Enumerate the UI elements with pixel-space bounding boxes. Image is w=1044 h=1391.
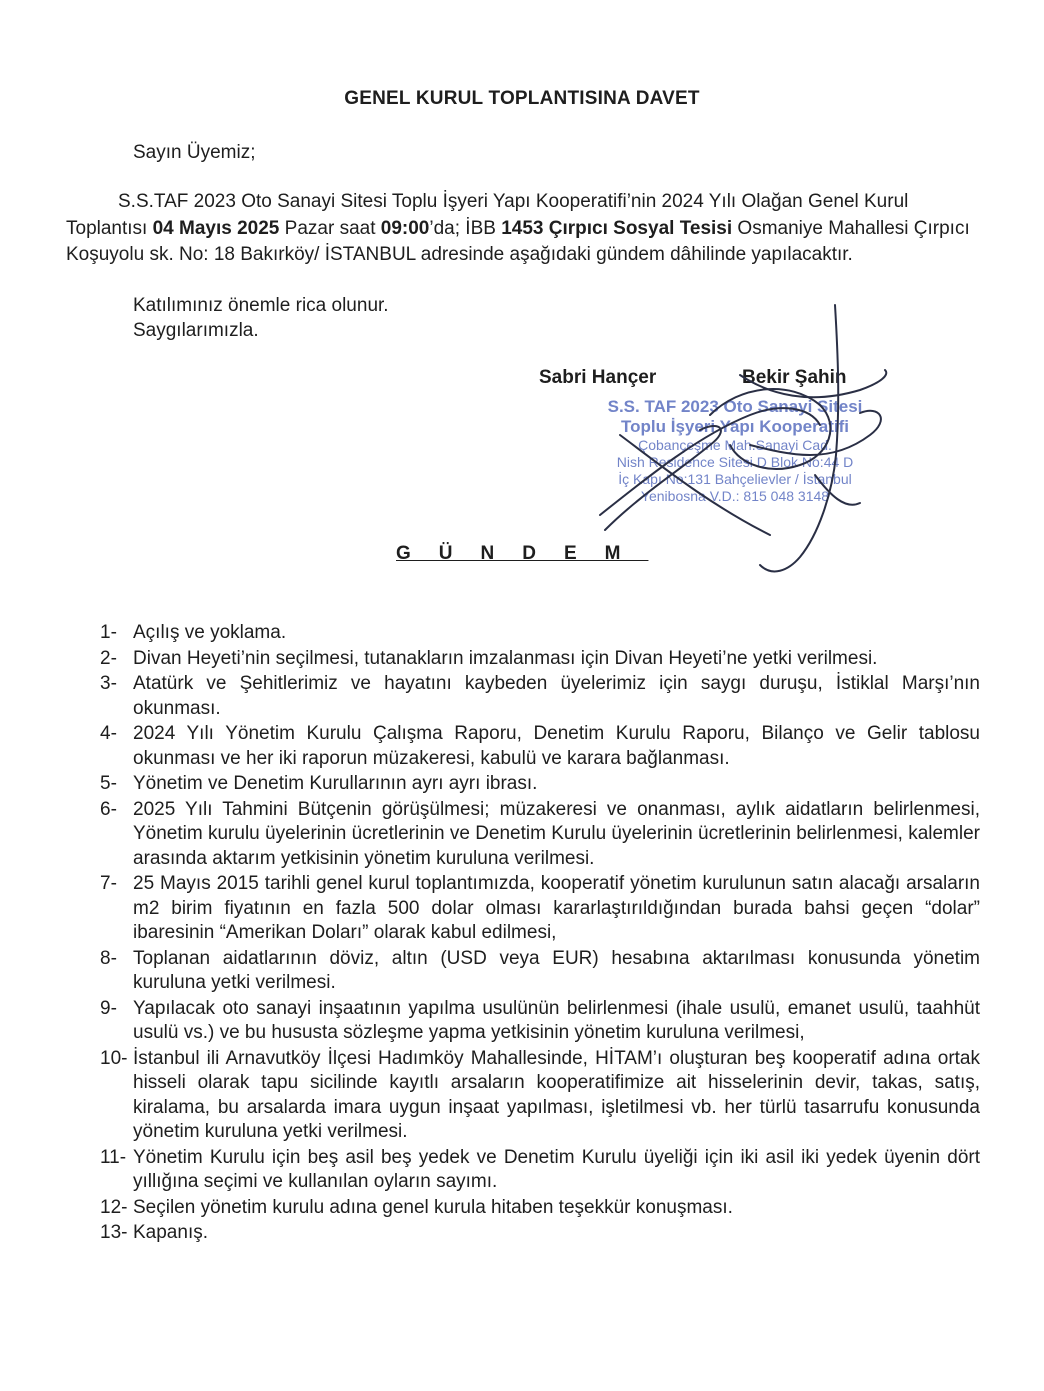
stamp-line-4: Nish Residence Sitesi D Blok No:44 D: [616, 454, 854, 470]
closing-request: Katılımınız önemle rica olunur.: [133, 295, 389, 316]
intro-paragraph: [66, 189, 986, 269]
stamp-line-2: Toplu İşyeri Yapı Kooperatifi: [621, 417, 849, 436]
list-item: 1- Açılış ve yoklama.: [100, 622, 287, 643]
stamp-line-5: İç Kapı No:131 Bahçelievler / İstanbul: [618, 471, 852, 487]
list-item: 13- Kapanış.: [100, 1222, 208, 1243]
intro-text-4: Osmaniye Mahallesi Çırpıcı Koşuyolu sk. No: 18 Bakırköy/ İSTANBUL adresinde aşağıdaki gündem dâhilinde yapılacaktır.: [66, 217, 970, 265]
agenda-list: [100, 621, 980, 1247]
agenda-heading: GÜNDEM: [396, 543, 649, 564]
intro-text-2: Pazar saat: [279, 217, 381, 239]
signer-name-second: Bekir Şahin: [742, 367, 847, 388]
list-item: 10- İstanbul ili Arnavutköy İlçesi Hadımköy Mahallesinde, HİTAM’ı oluşturan beş kooperatif adına ortak hisseli olarak tapu sicilinde kayıtlı arsaların kooperatifimize ait hisselerinin devir, takas, satış, kiralama, bu arsalarda imara uygun inşaat yapılması, işletilmesi vb. her türlü tasarrufu konusunda yönetim kuruluna yetki verilmesi.: [100, 1047, 980, 1142]
list-item: 12- Seçilen yönetim kurulu adına genel kurula hitaben teşekkür konuşması.: [100, 1196, 733, 1218]
stamp-line-6: Yenibosna V.D.: 815 048 3148: [640, 488, 830, 504]
intro-text-3: ’da; İBB: [429, 217, 502, 239]
page-title: GENEL KURUL TOPLANTISINA DAVET: [344, 88, 700, 109]
intro-text-1: S.S.TAF 2023 Oto Sanayi Sitesi Toplu İşyeri Yapı Kooperatifi’nin 2024 Yılı Olağan Genel Kurul Toplantısı: [66, 191, 909, 239]
list-item: 4- 2024 Yılı Yönetim Kurulu Çalışma Raporu, Denetim Kurulu Raporu, Bilanço ve Gelir tablosu okunması ve her iki raporun müzakeresi, kabulü ve karara bağlanması.: [100, 723, 980, 769]
stamp-line-3: Çobançeşme Mah.Sanayi Cad.: [638, 437, 832, 453]
list-item: 8- Toplanan aidatlarının döviz, altın (USD veya EUR) hesabına aktarılması konusunda yönetim kuruluna yetki verilmesi.: [100, 947, 980, 993]
list-item: 9- Yapılacak oto sanayi inşaatının yapılma usulünün belirlenmesi (ihale usulü, emanet usulü, taahhüt usulü vs.) ve bu hususta sözleşme yapma yetkisinin yönetim kuruluna verilmesi,: [100, 997, 980, 1043]
list-item: 11- Yönetim Kurulu için beş asil beş yedek ve Denetim Kurulu üyeliği için iki asil iki yedek üyenin dört yıllığına seçimi ve kullanılan oyların sayımı.: [100, 1146, 980, 1192]
list-item: 5- Yönetim ve Denetim Kurullarının ayrı ayrı ibrası.: [100, 773, 538, 794]
meeting-date: 04 Mayıs 2025: [152, 217, 280, 239]
meeting-venue: 1453 Çırpıcı Sosyal Tesisi: [501, 217, 733, 239]
list-item: 6- 2025 Yılı Tahmini Bütçenin görüşülmesi; müzakeresi ve onanması, aylık aidatların belirlenmesi, Yönetim kurulu üyelerinin ücretlerinin ve Denetim Kurulu üyelerinin ücretlerinin belirlenmesi, kalemler arasında aktarım yetkisinin yönetim kuruluna verilmesi.: [100, 798, 980, 869]
closing-regards: Saygılarımızla.: [133, 320, 259, 341]
list-item: 3- Atatürk ve Şehitlerimiz ve hayatını kaybeden üyelerimiz için saygı duruşu, İstiklal Marşı’nın okunması.: [100, 673, 980, 719]
meeting-time: 09:00: [380, 217, 430, 239]
stamp-line-1: S.S. TAF 2023 Oto Sanayi Sitesi: [607, 397, 863, 416]
list-item: 2- Divan Heyeti’nin seçilmesi, tutanakların imzalanması için Divan Heyeti’ne yetki verilmesi.: [100, 647, 878, 669]
signer-name-first: Sabri Hançer: [539, 367, 657, 388]
salutation: Sayın Üyemiz;: [133, 142, 256, 163]
list-item: 7- 25 Mayıs 2015 tarihli genel kurul toplantımızda, kooperatif yönetim kurulunun satın alacağı arsaların m2 birim fiyatının en fazla 500 dolar olması kararlaştırıldığından burada bahsi geçen “dolar” ibaresinin “Amerikan Doları” olarak kabul edilmesi,: [100, 873, 980, 943]
